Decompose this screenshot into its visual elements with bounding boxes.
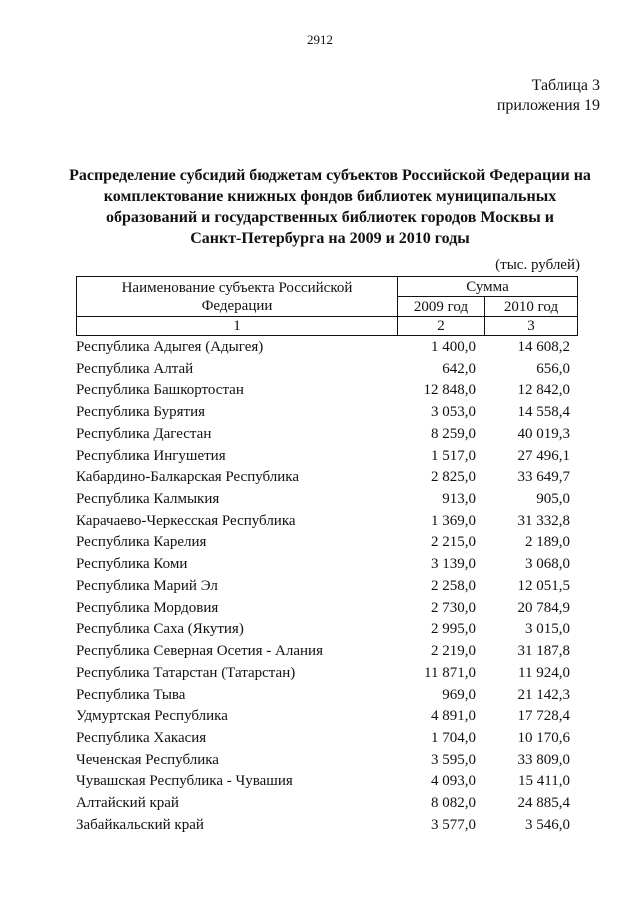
value-2010: 2 189,0	[525, 534, 570, 551]
table-row	[76, 619, 578, 641]
value-2009: 913,0	[442, 491, 476, 508]
value-2010: 3 068,0	[525, 556, 570, 573]
value-2009: 2 825,0	[431, 469, 476, 486]
value-2009: 2 215,0	[431, 534, 476, 551]
value-2010: 12 051,5	[517, 577, 570, 594]
name-column-header-line2: Федерации	[201, 297, 273, 314]
table-reference	[497, 76, 600, 116]
value-2010: 15 411,0	[518, 773, 570, 790]
title-line2: комплектование книжных фондов библиотек муниципальных	[103, 188, 557, 205]
value-2009: 2 995,0	[431, 621, 476, 638]
value-2009: 1 400,0	[431, 339, 476, 355]
value-2010: 24 885,4	[517, 795, 570, 812]
value-2010: 17 728,4	[517, 708, 570, 725]
value-2009: 3 139,0	[431, 556, 476, 573]
table-row	[76, 576, 578, 598]
document-title	[60, 165, 600, 249]
table-row	[76, 663, 578, 685]
region-name: Кабардино-Балкарская Республика	[76, 469, 300, 486]
table-reference-line1: Таблица 3	[531, 77, 600, 94]
region-name: Забайкальский край	[76, 816, 204, 833]
value-2009: 3 577,0	[431, 816, 476, 833]
column-number-3: 3	[485, 317, 578, 336]
value-2009: 3 053,0	[431, 404, 476, 421]
value-2010: 3 015,0	[525, 621, 570, 638]
table-row	[76, 685, 578, 707]
value-2009: 8 259,0	[431, 425, 476, 442]
value-2009: 2 258,0	[431, 577, 476, 594]
region-name: Республика Ингушетия	[76, 447, 226, 464]
value-2010: 905,0	[536, 491, 570, 508]
region-name: Республика Хакасия	[76, 729, 207, 746]
region-name: Республика Северная Осетия - Алания	[76, 643, 323, 660]
value-2009: 1 369,0	[431, 512, 476, 529]
table-reference-line2: приложения 19	[496, 97, 600, 114]
column-number-2: 2	[398, 317, 485, 336]
region-name: Удмуртская Республика	[76, 708, 228, 725]
region-name: Республика Калмыкия	[76, 491, 220, 508]
name-column-header	[77, 277, 398, 317]
value-2009: 2 730,0	[431, 599, 476, 616]
region-name: Республика Саха (Якутия)	[76, 621, 244, 638]
value-2009: 2 219,0	[431, 643, 476, 660]
value-2010: 11 924,0	[518, 664, 570, 681]
region-name: Республика Татарстан (Татарстан)	[76, 664, 296, 681]
region-name: Республика Марий Эл	[76, 577, 218, 594]
value-2010: 10 170,6	[517, 729, 570, 746]
year-2009-header: 2009 год	[398, 297, 485, 317]
table-row	[76, 706, 578, 728]
page-number: 2912	[307, 32, 333, 47]
region-name: Алтайский край	[76, 795, 179, 812]
table-row	[76, 446, 578, 468]
table-row	[76, 424, 578, 446]
table-row	[76, 793, 578, 815]
table-row	[76, 402, 578, 424]
table-row	[76, 728, 578, 750]
region-name: Республика Тыва	[76, 686, 186, 703]
table-row	[76, 815, 578, 837]
name-column-header-line1: Наименование субъекта Российской	[121, 279, 353, 296]
region-name: Республика Адыгея (Адыгея)	[76, 339, 264, 355]
value-2010: 14 608,2	[517, 339, 570, 355]
region-name: Республика Мордовия	[76, 599, 219, 616]
table-row	[76, 598, 578, 620]
value-2010: 12 842,0	[517, 382, 570, 399]
value-2010: 656,0	[536, 360, 570, 377]
value-2009: 12 848,0	[423, 382, 476, 399]
value-2010: 40 019,3	[517, 425, 570, 442]
value-2010: 33 649,7	[517, 469, 570, 486]
table-row	[76, 771, 578, 793]
region-name: Чеченская Республика	[76, 751, 219, 768]
region-name: Республика Дагестан	[76, 425, 212, 442]
value-2009: 11 871,0	[424, 664, 476, 681]
value-2010: 27 496,1	[517, 447, 570, 464]
value-2009: 1 704,0	[431, 729, 476, 746]
table-row	[76, 489, 578, 511]
region-name: Республика Коми	[76, 556, 188, 573]
value-2009: 3 595,0	[431, 751, 476, 768]
year-2010-header: 2010 год	[485, 297, 578, 317]
region-name: Карачаево-Черкесская Республика	[76, 512, 296, 529]
table-row	[76, 641, 578, 663]
table-row	[76, 511, 578, 533]
value-2009: 4 891,0	[431, 708, 476, 725]
units-note: (тыс. рублей)	[495, 257, 580, 273]
column-number-1: 1	[77, 317, 398, 336]
region-name: Республика Бурятия	[76, 404, 206, 421]
table-body	[76, 337, 578, 837]
value-2009: 969,0	[442, 686, 476, 703]
value-2010: 31 332,8	[517, 512, 570, 529]
region-name: Чувашская Республика - Чувашия	[76, 773, 293, 790]
table-header	[76, 276, 578, 336]
table-row	[76, 467, 578, 489]
table-row	[76, 554, 578, 576]
title-line3: образований и государственных библиотек городов Москвы и	[106, 209, 554, 226]
table-row	[76, 750, 578, 772]
value-2010: 31 187,8	[517, 643, 570, 660]
region-name: Республика Карелия	[76, 534, 207, 551]
title-line4: Санкт-Петербурга на 2009 и 2010 годы	[190, 230, 470, 247]
value-2009: 8 082,0	[431, 795, 476, 812]
value-2009: 1 517,0	[431, 447, 476, 464]
value-2010: 3 546,0	[525, 816, 570, 833]
value-2010: 14 558,4	[517, 404, 570, 421]
value-2010: 20 784,9	[517, 599, 570, 616]
value-2010: 33 809,0	[517, 751, 570, 768]
region-name: Республика Алтай	[76, 360, 194, 377]
region-name: Республика Башкортостан	[76, 382, 244, 399]
table-row	[76, 337, 578, 359]
value-2009: 4 093,0	[431, 773, 476, 790]
value-2009: 642,0	[442, 360, 476, 377]
sum-column-header: Сумма	[398, 277, 578, 297]
table-row	[76, 532, 578, 554]
title-line1: Распределение субсидий бюджетам субъектов Российской Федерации на	[69, 167, 591, 184]
table-row	[76, 380, 578, 402]
table-row	[76, 359, 578, 381]
value-2010: 21 142,3	[517, 686, 570, 703]
